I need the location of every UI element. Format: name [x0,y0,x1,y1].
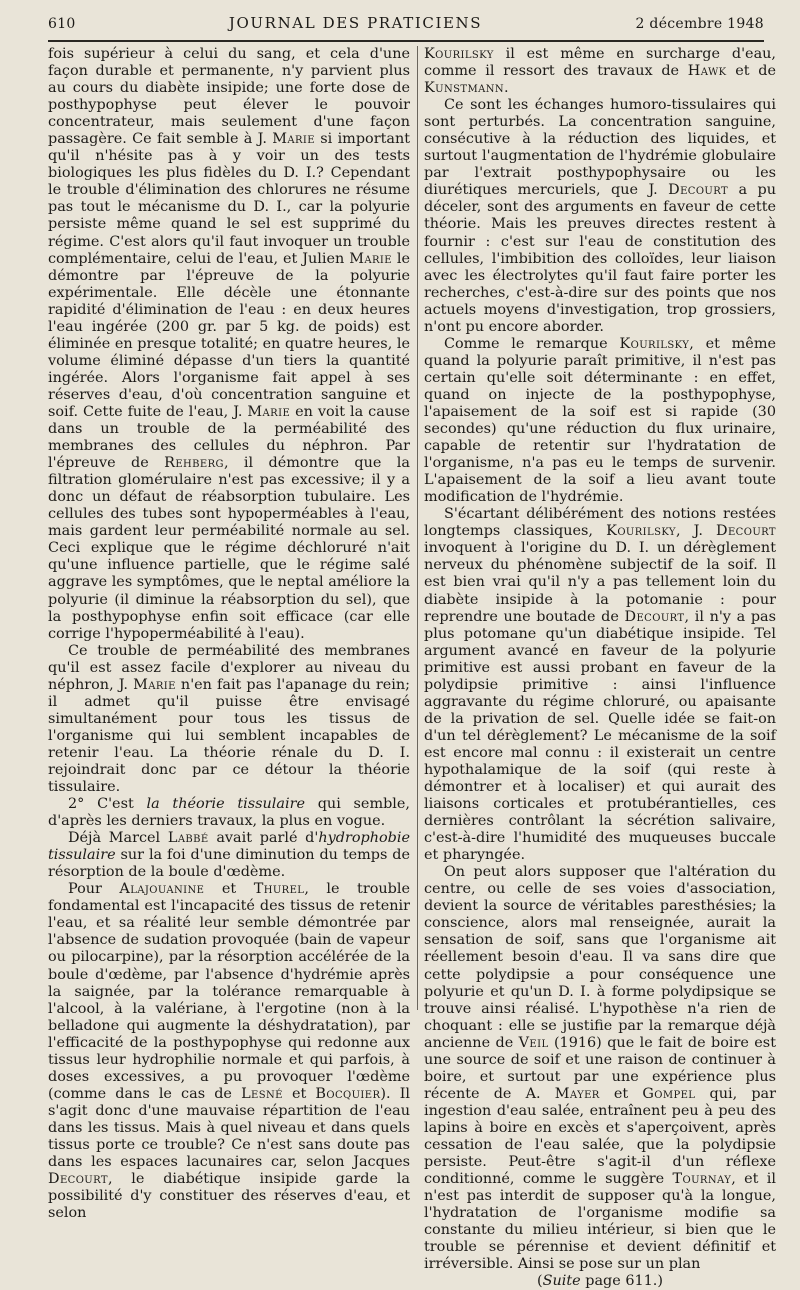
paragraph: Pour Alajouanine et Thurel, le trouble fondamental est l'incapacité des tissus de retenir l'eau, et sa réalité leur semble démontrée par l'absence de sudation provoquée (bain de vapeur ou pilocarpine), par la résorption accélérée de la boule d'œdème, par l'absence d'hydrémie après la saignée, par la tolérance remarquable à l'alcool, à la valériane, à l'ergotine (non à la belladone qui augmente la déshydratation), par l'efficacité de la posthypophyse qui redonne aux tissus leur hydrophilie normale et qui parfois, à doses excessives, a pu provoquer l'œdème (comme dans le cas de Lesné et Bocquier). Il s'agit donc d'une mauvaise répartition de l'eau dans les tissus. Mais à quel niveau et dans quels tissus porte ce trouble? Ce n'est sans doute pas dans les espaces lacunaires car, selon Jacques Decourt, le diabétique insipide garde la possibilité d'y constituer des réserves d'eau, et selon [48,881,410,1222]
left-column [48,46,410,1222]
issue-date: 2 décembre 1948 [635,16,764,32]
paragraph: 2° C'est la théorie tissulaire qui semble, d'après les derniers travaux, la plus en vogue. [48,796,410,830]
paragraph: On peut alors supposer que l'altération du centre, ou celle de ses voies d'association, devient la source de véritables paresthésies; la conscience, alors mal renseignée, aurait la sensation de soif, sans que l'organisme ait réellement besoin d'eau. Il va sans dire que cette polydipsie a pour conséquence une polyurie et qu'un D. I. à forme polydipsique se trouve ainsi réalisé. L'hypothèse n'a rien de choquant : elle se justifie par la remarque déjà ancienne de Veil (1916) que le fait de boire est une source de soif et une raison de continuer à boire, et surtout par une expérience plus récente de A. Mayer et Gompel qui, par ingestion d'eau salée, entraînent peu à peu des lapins à boire en excès et s'aperçoivent, après cessation de l'eau salée, que la polydipsie persiste. Peut-être s'agit-il d'un réflexe conditionné, comme le suggère Tournay, et il n'est pas interdit de supposer qu'à la longue, l'hydratation de l'organisme modifie sa constante du milieu intérieur, si bien que le trouble se pérennise et devient définitif et irréversible. Ainsi se pose sur un plan [424,864,776,1273]
paragraph: Ce sont les échanges humoro-tissulaires qui sont perturbés. La concentration sanguine, consécutive à la réduction des liquides, et surtout l'augmentation de l'hydrémie globulaire par l'extrait posthypophysaire ou les diurétiques mercuriels, que J. Decourt a pu déceler, sont des arguments en faveur de cette théorie. Mais les preuves directes restent à fournir : c'est sur l'eau de constitution des cellules, l'imbibition des colloïdes, leur liaison avec les électrolytes qu'il faut faire porter les recherches, c'est-à-dire sur des points que nos actuels moyens d'investigation, trop grossiers, n'ont pu encore aborder. [424,97,776,335]
paragraph: Comme le remarque Kourilsky, et même quand la polyurie paraît primitive, il n'est pas certain qu'elle soit déterminante : en effet, quand on injecte de la posthypophyse, l'apaisement de la soif est si rapide (30 secondes) qu'une réduction du flux urinaire, capable de retentir sur l'hydratation de l'organisme, n'a pas eu le temps de survenir. L'apaisement de la soif a lieu avant toute modification de l'hydrémie. [424,335,776,506]
paragraph: Déjà Marcel Labbé avait parlé d'hydrophobie tissulaire sur la foi d'une diminution du temps de résorption de la boule d'œdème. [48,830,410,881]
header-rule [48,40,764,42]
page-number: 610 [48,16,76,32]
continuation-note: (Suite page 611.) [537,1273,663,1290]
paragraph: S'écartant délibérément des notions restées longtemps classiques, Kourilsky, J. Decourt invoquent à l'origine du D. I. un dérèglement nerveux du phénomène subjectif de la soif. Il est bien vrai qu'il n'y a pas tellement loin du diabète insipide à la potomanie : pour reprendre une boutade de Decourt, il n'y a pas plus potomane qu'un diabétique insipide. Tel argument avancé en faveur de la polyurie primitive est aussi probant en faveur de la polydipsie primitive : ainsi l'influence aggravante du régime chloruré, ou apaisante de la privation de sel. Quelle idée se fait-on d'un tel dérèglement? Le mécanisme de la soif est encore mal connu : il existerait un centre hypothalamique de la soif (qui reste à démontrer et à localiser) et qui aurait des liaisons corticales et protubérantielles, ces dernières contrôlant la sécrétion salivaire, c'est-à-dire l'humidité des muqueuses buccale et pharyngée. [424,506,776,864]
paragraph: Ce trouble de perméabilité des membranes qu'il est assez facile d'explorer au niveau du néphron, J. Marie n'en fait pas l'apanage du rein; il admet qu'il puisse être envisagé simultanément pour tous les tissus de l'organisme qui lui semblent incapables de retenir l'eau. La théorie rénale du D. I. rejoindrait donc par ce détour la théorie tissulaire. [48,642,410,796]
right-column [424,46,776,1290]
column-divider [417,46,418,1010]
paragraph: Kourilsky il est même en surcharge d'eau, comme il ressort des travaux de Hawk et de Kunstmann. [424,46,776,97]
paragraph: fois supérieur à celui du sang, et cela d'une façon durable et permanente, n'y parvient plus au cours du diabète insipide; une forte dose de posthypophyse peut élever le pouvoir concentrateur, mais seulement d'une façon passagère. Ce fait semble à J. Marie si important qu'il n'hésite pas à y voir un des tests biologiques les plus fidèles du D. I.? Cependant le trouble d'élimination des chlorures ne résume pas tout le mécanisme du D. I., car la polyurie persiste même quand le sel est supprimé du régime. C'est alors qu'il faut invoquer un trouble complémentaire, celui de l'eau, et Julien Marie le démontre par l'épreuve de la polyurie expérimentale. Elle décèle une étonnante rapidité d'élimination de l'eau : en deux heures l'eau ingérée (200 gr. par 5 kg. de poids) est éliminée en presque totalité; en quatre heures, le volume éliminé dépasse d'un tiers la quantité ingérée. Alors l'organisme fait appel à ses réserves d'eau, d'où concentration sanguine et soif. Cette fuite de l'eau, J. Marie en voit la cause dans un trouble de la perméabilité des membranes des cellules du néphron. Par l'épreuve de Rehberg, il démontre que la filtration glomérulaire n'est pas excessive; il y a donc un défaut de réabsorption tubulaire. Les cellules des tubes sont hypoperméables à l'eau, mais gardent leur perméabilité normale au sel. Ceci explique que le régime déchloruré n'ait qu'une influence partielle, que le régime salé aggrave les symptômes, que le neptal améliore la polyurie (il diminue la réabsorption du sel), que la posthypophyse enfin soit efficace (car elle corrige l'hypoperméabilité à l'eau). [48,46,410,642]
page-header [48,14,764,36]
journal-title: JOURNAL DES PRATICIENS [228,14,483,32]
